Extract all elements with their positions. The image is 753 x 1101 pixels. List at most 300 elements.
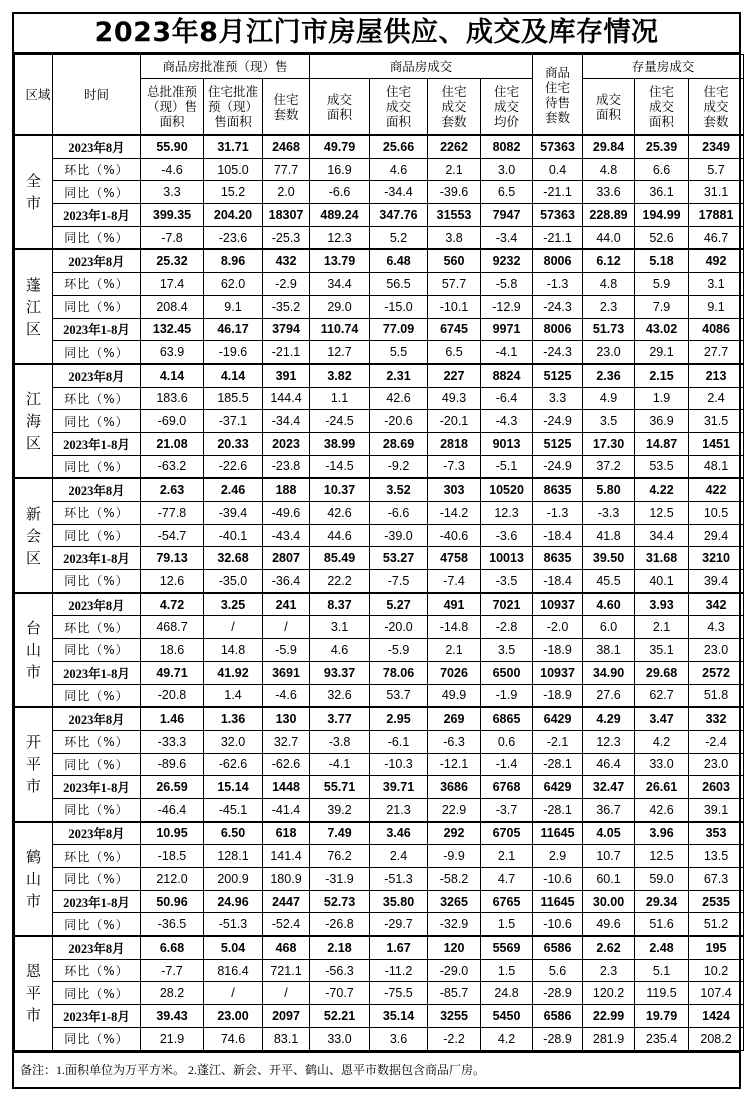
- table-cell: 45.5: [583, 570, 635, 593]
- table-cell: 12.3: [481, 502, 533, 525]
- table-cell: 204.20: [204, 204, 263, 227]
- table-cell: 208.2: [689, 1027, 744, 1050]
- table-cell: 212.0: [141, 868, 204, 891]
- table-cell: 5.80: [583, 478, 635, 501]
- region-name: 蓬江区: [15, 249, 53, 363]
- table-cell: 49.71: [141, 661, 204, 684]
- region-name: 江海区: [15, 364, 53, 478]
- table-cell: 78.06: [370, 661, 428, 684]
- table-cell: 76.2: [310, 845, 370, 868]
- table-cell: 9232: [481, 249, 533, 272]
- table-cell: 51.2: [689, 913, 744, 936]
- table-cell: 3794: [263, 318, 310, 341]
- table-cell: -3.8: [310, 730, 370, 753]
- table-cell: 2.1: [481, 845, 533, 868]
- table-row: [15, 364, 744, 387]
- table-cell: 25.66: [370, 135, 428, 158]
- table-cell: 1424: [689, 1005, 744, 1028]
- row-period-label: 同比（%）: [53, 410, 141, 433]
- table-cell: 7.9: [635, 295, 689, 318]
- table-cell: 0.6: [481, 730, 533, 753]
- row-period-label: 环比（%）: [53, 616, 141, 639]
- table-cell: 432: [263, 249, 310, 272]
- table-cell: 1.46: [141, 707, 204, 730]
- table-header: [15, 55, 744, 136]
- table-cell: 29.34: [635, 890, 689, 913]
- table-cell: 49.3: [428, 387, 481, 410]
- table-cell: -24.9: [533, 410, 583, 433]
- table-cell: -10.1: [428, 295, 481, 318]
- table-cell: 40.1: [635, 570, 689, 593]
- table-cell: 85.49: [310, 547, 370, 570]
- header-group-existing: 存量房成交: [583, 55, 744, 79]
- table-cell: 9013: [481, 432, 533, 455]
- row-period-label: 2023年8月: [53, 707, 141, 730]
- table-cell: -21.1: [263, 341, 310, 364]
- table-cell: 32.68: [204, 547, 263, 570]
- region-name: 新会区: [15, 478, 53, 592]
- table-cell: -3.6: [481, 524, 533, 547]
- table-cell: 2.0: [263, 181, 310, 204]
- table-cell: -36.5: [141, 913, 204, 936]
- table-cell: 2262: [428, 135, 481, 158]
- table-cell: 8.37: [310, 593, 370, 616]
- table-cell: 3.47: [635, 707, 689, 730]
- header-group-presale: 商品房批准预（现）售: [141, 55, 310, 79]
- table-cell: 3.82: [310, 364, 370, 387]
- table-cell: 33.6: [583, 181, 635, 204]
- table-cell: 3265: [428, 890, 481, 913]
- table-cell: -21.1: [533, 181, 583, 204]
- table-cell: 32.6: [310, 684, 370, 707]
- column-header: 住宅批准预（现）售面积: [204, 79, 263, 136]
- row-period-label: 环比（%）: [53, 273, 141, 296]
- table-cell: -23.8: [263, 455, 310, 478]
- table-cell: 4086: [689, 318, 744, 341]
- table-cell: -33.3: [141, 730, 204, 753]
- table-cell: 4.8: [583, 273, 635, 296]
- table-cell: -54.7: [141, 524, 204, 547]
- table-cell: 292: [428, 822, 481, 845]
- table-cell: -40.6: [428, 524, 481, 547]
- table-cell: 353: [689, 822, 744, 845]
- table-cell: 347.76: [370, 204, 428, 227]
- table-cell: 2447: [263, 890, 310, 913]
- table-cell: -28.1: [533, 798, 583, 821]
- table-cell: 332: [689, 707, 744, 730]
- table-cell: 269: [428, 707, 481, 730]
- table-cell: -28.9: [533, 1027, 583, 1050]
- table-cell: -22.6: [204, 455, 263, 478]
- table-cell: 93.37: [310, 661, 370, 684]
- table-cell: 55.71: [310, 776, 370, 799]
- table-row: [15, 890, 744, 913]
- table-row: [15, 432, 744, 455]
- table-cell: 83.1: [263, 1027, 310, 1050]
- table-cell: 5.9: [635, 273, 689, 296]
- table-cell: 816.4: [204, 959, 263, 982]
- table-cell: -26.8: [310, 913, 370, 936]
- table-cell: 8635: [533, 478, 583, 501]
- table-cell: 6.0: [583, 616, 635, 639]
- table-cell: 6745: [428, 318, 481, 341]
- table-cell: 32.7: [263, 730, 310, 753]
- row-period-label: 同比（%）: [53, 455, 141, 478]
- table-cell: 24.96: [204, 890, 263, 913]
- table-cell: -21.1: [533, 226, 583, 249]
- table-cell: 32.0: [204, 730, 263, 753]
- table-cell: 0.4: [533, 158, 583, 181]
- table-cell: 67.3: [689, 868, 744, 891]
- table-cell: 144.4: [263, 387, 310, 410]
- table-cell: 43.02: [635, 318, 689, 341]
- table-cell: 130: [263, 707, 310, 730]
- table-cell: 2.1: [428, 158, 481, 181]
- table-cell: -37.1: [204, 410, 263, 433]
- table-cell: 195: [689, 936, 744, 959]
- table-cell: 4.22: [635, 478, 689, 501]
- header-region: 区域: [15, 55, 53, 136]
- table-cell: 10.2: [689, 959, 744, 982]
- table-row: [15, 776, 744, 799]
- table-cell: 227: [428, 364, 481, 387]
- row-period-label: 同比（%）: [53, 639, 141, 662]
- table-cell: -18.9: [533, 639, 583, 662]
- table-cell: 49.79: [310, 135, 370, 158]
- table-cell: -3.4: [481, 226, 533, 249]
- table-cell: 107.4: [689, 982, 744, 1005]
- table-cell: -1.3: [533, 273, 583, 296]
- report-sheet: [12, 12, 741, 1089]
- table-cell: 3.5: [583, 410, 635, 433]
- table-cell: -12.1: [428, 753, 481, 776]
- table-cell: -34.4: [370, 181, 428, 204]
- table-cell: 2.1: [635, 616, 689, 639]
- column-header: 总批准预（现）售面积: [141, 79, 204, 136]
- table-cell: -62.6: [204, 753, 263, 776]
- table-row: [15, 410, 744, 433]
- table-cell: 5125: [533, 364, 583, 387]
- table-cell: 12.5: [635, 502, 689, 525]
- table-cell: 8082: [481, 135, 533, 158]
- row-period-label: 环比（%）: [53, 387, 141, 410]
- table-cell: 4.8: [583, 158, 635, 181]
- table-cell: 57363: [533, 204, 583, 227]
- table-cell: 3.77: [310, 707, 370, 730]
- table-cell: 48.1: [689, 455, 744, 478]
- table-cell: -11.2: [370, 959, 428, 982]
- table-row: [15, 616, 744, 639]
- table-cell: 5.1: [635, 959, 689, 982]
- table-cell: 33.0: [310, 1027, 370, 1050]
- table-cell: 4.6: [310, 639, 370, 662]
- table-cell: -4.6: [263, 684, 310, 707]
- row-period-label: 2023年1-8月: [53, 318, 141, 341]
- table-cell: 2.95: [370, 707, 428, 730]
- table-cell: 4.60: [583, 593, 635, 616]
- table-cell: 5.2: [370, 226, 428, 249]
- row-period-label: 同比（%）: [53, 295, 141, 318]
- table-cell: -5.9: [263, 639, 310, 662]
- table-row: [15, 341, 744, 364]
- table-cell: -9.2: [370, 455, 428, 478]
- table-cell: 4.05: [583, 822, 635, 845]
- row-period-label: 2023年1-8月: [53, 547, 141, 570]
- table-cell: 29.84: [583, 135, 635, 158]
- table-cell: 34.90: [583, 661, 635, 684]
- table-cell: 560: [428, 249, 481, 272]
- table-cell: -35.2: [263, 295, 310, 318]
- table-cell: -10.6: [533, 868, 583, 891]
- table-cell: -5.9: [370, 639, 428, 662]
- table-cell: -52.4: [263, 913, 310, 936]
- table-cell: 489.24: [310, 204, 370, 227]
- table-cell: 25.32: [141, 249, 204, 272]
- table-cell: 35.80: [370, 890, 428, 913]
- table-cell: 3.6: [370, 1027, 428, 1050]
- table-row: [15, 661, 744, 684]
- table-cell: 2.63: [141, 478, 204, 501]
- table-row: [15, 1027, 744, 1050]
- table-row: [15, 158, 744, 181]
- table-cell: -24.3: [533, 341, 583, 364]
- table-cell: 60.1: [583, 868, 635, 891]
- column-header: 住宅套数: [263, 79, 310, 136]
- row-period-label: 同比（%）: [53, 982, 141, 1005]
- table-cell: 2.1: [428, 639, 481, 662]
- table-cell: 4.3: [689, 616, 744, 639]
- table-cell: -4.1: [481, 341, 533, 364]
- table-cell: 41.92: [204, 661, 263, 684]
- table-cell: 23.0: [689, 753, 744, 776]
- table-cell: 13.5: [689, 845, 744, 868]
- row-period-label: 同比（%）: [53, 524, 141, 547]
- table-cell: 59.0: [635, 868, 689, 891]
- table-cell: 4.6: [370, 158, 428, 181]
- table-cell: 46.7: [689, 226, 744, 249]
- table-cell: -69.0: [141, 410, 204, 433]
- table-cell: 10.5: [689, 502, 744, 525]
- table-cell: 4.14: [141, 364, 204, 387]
- table-cell: 3.1: [310, 616, 370, 639]
- table-cell: 17.30: [583, 432, 635, 455]
- table-cell: -34.4: [263, 410, 310, 433]
- table-cell: 22.9: [428, 798, 481, 821]
- table-cell: 62.0: [204, 273, 263, 296]
- table-cell: -2.4: [689, 730, 744, 753]
- table-cell: 10937: [533, 593, 583, 616]
- table-cell: -6.4: [481, 387, 533, 410]
- table-cell: -35.0: [204, 570, 263, 593]
- region-name: 恩平市: [15, 936, 53, 1050]
- table-cell: 23.00: [204, 1005, 263, 1028]
- table-cell: 11645: [533, 890, 583, 913]
- table-cell: 6.68: [141, 936, 204, 959]
- table-cell: -10.6: [533, 913, 583, 936]
- row-period-label: 同比（%）: [53, 181, 141, 204]
- table-cell: 2.48: [635, 936, 689, 959]
- table-cell: 14.8: [204, 639, 263, 662]
- table-cell: 3686: [428, 776, 481, 799]
- table-cell: 57363: [533, 135, 583, 158]
- footnote: 备注：1.面积单位为万平方米。 2.蓬江、新会、开平、鹤山、恩平市数据包含商品厂房。: [14, 1051, 739, 1087]
- table-cell: 1451: [689, 432, 744, 455]
- table-row: [15, 273, 744, 296]
- row-period-label: 环比（%）: [53, 730, 141, 753]
- column-header: 住宅成交面积: [370, 79, 428, 136]
- table-cell: -2.9: [263, 273, 310, 296]
- table-cell: 7026: [428, 661, 481, 684]
- table-cell: -3.7: [481, 798, 533, 821]
- table-cell: -12.9: [481, 295, 533, 318]
- table-cell: 2.15: [635, 364, 689, 387]
- table-cell: -70.7: [310, 982, 370, 1005]
- table-cell: 6765: [481, 890, 533, 913]
- table-cell: 4.2: [635, 730, 689, 753]
- table-cell: 5125: [533, 432, 583, 455]
- table-cell: 10.37: [310, 478, 370, 501]
- table-cell: 6705: [481, 822, 533, 845]
- table-cell: 10013: [481, 547, 533, 570]
- table-cell: 42.6: [635, 798, 689, 821]
- table-cell: 52.73: [310, 890, 370, 913]
- table-row: [15, 226, 744, 249]
- table-cell: 3.0: [481, 158, 533, 181]
- table-cell: 3.5: [481, 639, 533, 662]
- table-cell: -18.5: [141, 845, 204, 868]
- table-cell: 105.0: [204, 158, 263, 181]
- table-cell: 10937: [533, 661, 583, 684]
- table-cell: 31.5: [689, 410, 744, 433]
- table-cell: 52.21: [310, 1005, 370, 1028]
- table-cell: -5.8: [481, 273, 533, 296]
- table-cell: 8.96: [204, 249, 263, 272]
- table-cell: 7021: [481, 593, 533, 616]
- table-cell: -14.5: [310, 455, 370, 478]
- table-cell: 3.96: [635, 822, 689, 845]
- column-header: 成交面积: [583, 79, 635, 136]
- table-cell: -4.3: [481, 410, 533, 433]
- table-cell: 6.12: [583, 249, 635, 272]
- table-cell: 3.52: [370, 478, 428, 501]
- table-cell: 4.72: [141, 593, 204, 616]
- table-cell: 49.6: [583, 913, 635, 936]
- table-body: [15, 135, 744, 1050]
- table-cell: 21.9: [141, 1027, 204, 1050]
- table-row: [15, 753, 744, 776]
- table-cell: -1.9: [481, 684, 533, 707]
- column-header: 成交面积: [310, 79, 370, 136]
- table-cell: 77.7: [263, 158, 310, 181]
- row-period-label: 2023年1-8月: [53, 1005, 141, 1028]
- table-cell: 20.33: [204, 432, 263, 455]
- table-cell: 27.6: [583, 684, 635, 707]
- table-cell: 120: [428, 936, 481, 959]
- table-cell: -24.9: [533, 455, 583, 478]
- table-cell: 23.0: [583, 341, 635, 364]
- table-cell: 180.9: [263, 868, 310, 891]
- table-cell: -63.2: [141, 455, 204, 478]
- table-cell: 5.04: [204, 936, 263, 959]
- table-cell: 6768: [481, 776, 533, 799]
- table-cell: 4.9: [583, 387, 635, 410]
- table-cell: -1.4: [481, 753, 533, 776]
- table-cell: 422: [689, 478, 744, 501]
- table-cell: 4.7: [481, 868, 533, 891]
- table-cell: 46.4: [583, 753, 635, 776]
- table-cell: -14.8: [428, 616, 481, 639]
- table-cell: -6.6: [370, 502, 428, 525]
- table-cell: 35.1: [635, 639, 689, 662]
- table-cell: 1.5: [481, 959, 533, 982]
- table-row: [15, 730, 744, 753]
- table-cell: 8824: [481, 364, 533, 387]
- table-cell: 491: [428, 593, 481, 616]
- table-cell: -56.3: [310, 959, 370, 982]
- row-period-label: 同比（%）: [53, 226, 141, 249]
- table-cell: /: [204, 982, 263, 1005]
- table-cell: 6.50: [204, 822, 263, 845]
- table-cell: -39.0: [370, 524, 428, 547]
- table-cell: -24.3: [533, 295, 583, 318]
- table-cell: -45.1: [204, 798, 263, 821]
- table-cell: -7.4: [428, 570, 481, 593]
- table-row: [15, 982, 744, 1005]
- table-cell: -18.9: [533, 684, 583, 707]
- table-cell: 79.13: [141, 547, 204, 570]
- table-cell: 4.14: [204, 364, 263, 387]
- table-cell: 342: [689, 593, 744, 616]
- table-cell: 49.9: [428, 684, 481, 707]
- row-period-label: 环比（%）: [53, 959, 141, 982]
- table-cell: 1.67: [370, 936, 428, 959]
- table-cell: 5569: [481, 936, 533, 959]
- table-cell: 51.6: [635, 913, 689, 936]
- table-cell: 16.9: [310, 158, 370, 181]
- table-cell: -6.3: [428, 730, 481, 753]
- table-cell: 119.5: [635, 982, 689, 1005]
- table-cell: 34.4: [635, 524, 689, 547]
- table-cell: -7.5: [370, 570, 428, 593]
- table-row: [15, 684, 744, 707]
- row-period-label: 同比（%）: [53, 1027, 141, 1050]
- table-cell: -14.2: [428, 502, 481, 525]
- table-cell: -32.9: [428, 913, 481, 936]
- table-cell: 22.99: [583, 1005, 635, 1028]
- table-cell: 29.4: [689, 524, 744, 547]
- table-cell: 29.68: [635, 661, 689, 684]
- table-cell: -7.3: [428, 455, 481, 478]
- table-cell: 39.71: [370, 776, 428, 799]
- table-cell: -28.1: [533, 753, 583, 776]
- table-cell: 10520: [481, 478, 533, 501]
- table-cell: -39.4: [204, 502, 263, 525]
- table-row: [15, 478, 744, 501]
- table-row: [15, 547, 744, 570]
- table-cell: 468: [263, 936, 310, 959]
- table-cell: 77.09: [370, 318, 428, 341]
- table-cell: 51.73: [583, 318, 635, 341]
- table-cell: 2468: [263, 135, 310, 158]
- table-cell: 31.71: [204, 135, 263, 158]
- table-cell: 2807: [263, 547, 310, 570]
- table-cell: 36.1: [635, 181, 689, 204]
- table-cell: -3.5: [481, 570, 533, 593]
- row-period-label: 同比（%）: [53, 684, 141, 707]
- table-cell: 62.7: [635, 684, 689, 707]
- table-cell: 5.5: [370, 341, 428, 364]
- table-cell: 34.4: [310, 273, 370, 296]
